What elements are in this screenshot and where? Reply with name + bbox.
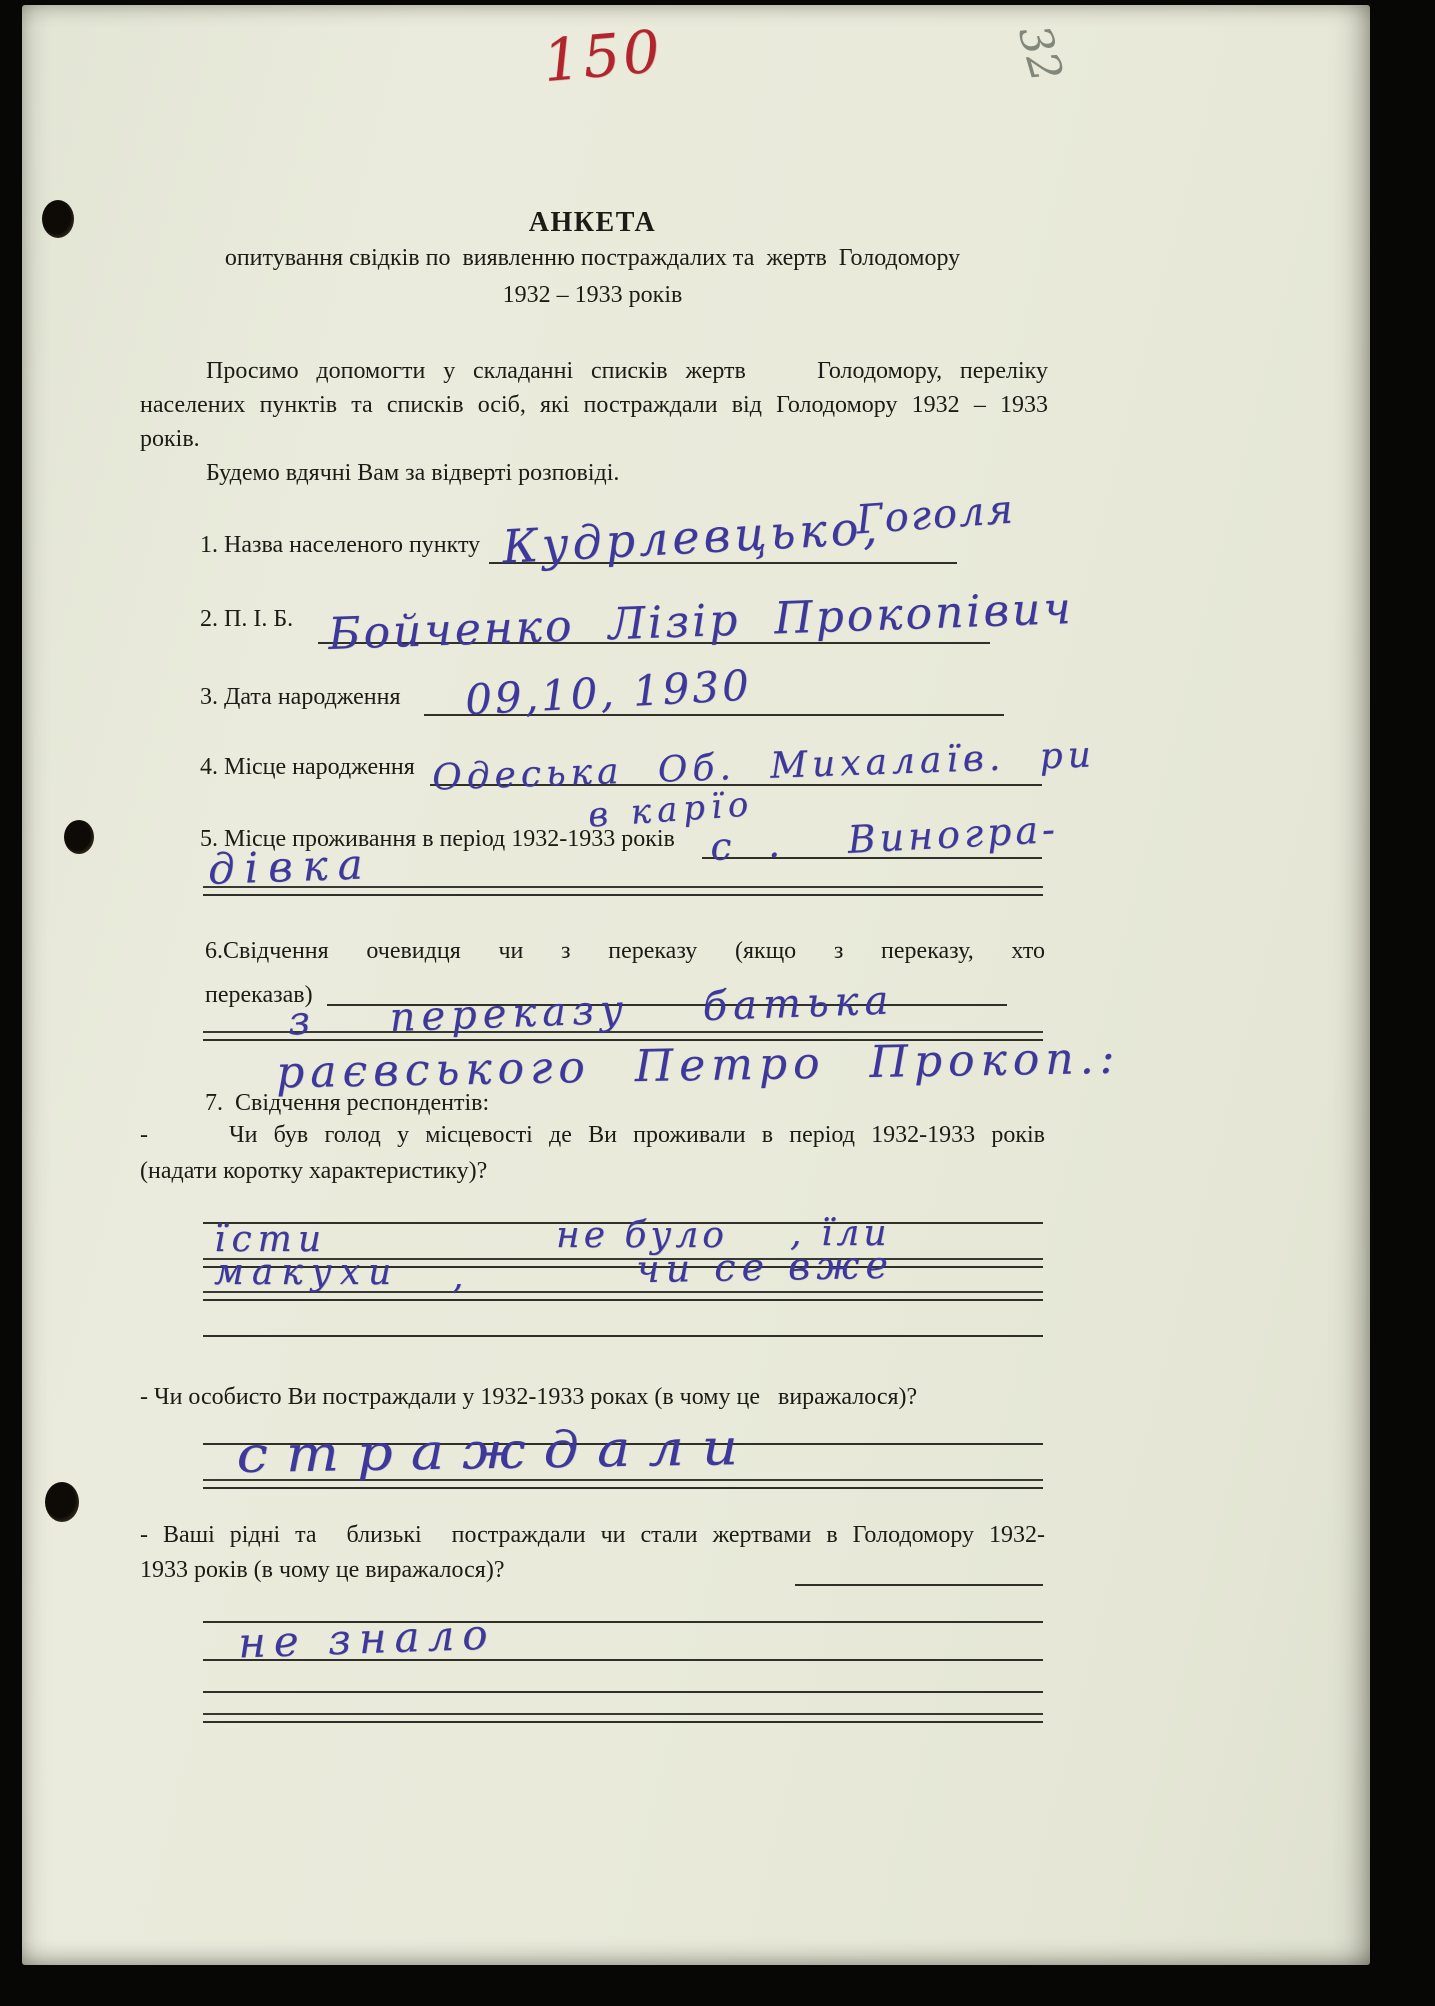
- intro-line1: Просимо допомогти у складанні списків жертв Голодомору, переліку: [206, 358, 1048, 384]
- answer-rule: [203, 1691, 1043, 1693]
- question7a-answer: їсти: [214, 1219, 327, 1260]
- intro-thanks: Будемо вдячні Вам за відверті розповіді.: [206, 460, 620, 486]
- field1-label: 1. Назва населеного пункту: [200, 532, 481, 558]
- question7a-line1: - Чи був голод у місцевості де Ви проживали в період 1932-1933 років: [140, 1122, 1045, 1148]
- question6-label-line1: 6.Свідчення очевидця чи з переказу (якщо з переказу, хто: [205, 938, 1045, 964]
- question7c-answer: не знало: [237, 1609, 497, 1668]
- question6-label-line2: переказав): [205, 982, 313, 1008]
- intro-line3: років.: [140, 426, 200, 452]
- question7c-underline: [795, 1584, 1043, 1586]
- field3-value: 09,10, 1930: [463, 660, 753, 725]
- question7a-answer: чи се вже: [635, 1242, 895, 1292]
- question7b: - Чи особисто Ви постраждали у 1932-1933 роках (в чому це виражалося)?: [140, 1384, 918, 1410]
- question7c-line1: - Ваші рідні та близькі постраждали чи стали жертвами в Голодомору 1932-: [140, 1522, 1045, 1548]
- question6-answer-line2: раєвського Петро Прокоп.:: [275, 1032, 1121, 1099]
- field1-value-2: Гоголя: [854, 486, 1017, 544]
- question7a-answer: макухи: [214, 1252, 400, 1293]
- field5-value: с . Виногра-: [709, 806, 1060, 870]
- punch-hole: [42, 200, 74, 238]
- field1-value: Кудрлевцько,: [500, 500, 883, 574]
- field2-value: Бойченко Лізір Прокопівич: [327, 583, 1075, 660]
- question7a-line2: (надати коротку характеристику)?: [140, 1158, 488, 1184]
- field2-label: 2. П. І. Б.: [200, 606, 294, 632]
- punch-hole: [64, 820, 94, 854]
- form-title: АНКЕТА: [528, 207, 657, 238]
- question7c-line2: 1933 років (в чому це виражалося)?: [140, 1557, 505, 1583]
- question7-header: 7. Свідчення респондентів:: [205, 1090, 490, 1116]
- question6-answer-line1: з переказу батька: [287, 977, 896, 1045]
- answer-rule: [203, 1713, 1043, 1723]
- question7a-answer: не було: [556, 1215, 728, 1256]
- answer-rule: [203, 1335, 1043, 1337]
- field4-value: Одеська Об. Михалаїв. ри: [431, 734, 1097, 799]
- pencil-page-number: 32: [1007, 19, 1073, 88]
- field4-value-continuation: в карїо: [586, 784, 756, 836]
- field4-label: 4. Місце народження: [200, 754, 415, 780]
- field5-value-continuation: дівка: [207, 839, 374, 894]
- question7a-answer: , їли: [790, 1213, 891, 1254]
- form-subtitle-line1: опитування свідків по виявленню постраждалих та жертв Голодомору: [224, 245, 961, 271]
- red-page-number: 150: [540, 16, 666, 96]
- punch-hole: [45, 1482, 79, 1522]
- field3-label: 3. Дата народження: [200, 684, 401, 710]
- question7a-answer: ,: [452, 1256, 464, 1297]
- question7b-answer: страждали: [236, 1417, 757, 1484]
- intro-line2: населених пунктів та списків осіб, які постраждали від Голодомору 1932 – 1933: [140, 392, 1048, 418]
- field5-label: 5. Місце проживання в період 1932-1933 років: [200, 826, 675, 852]
- form-subtitle-line2: 1932 – 1933 років: [502, 282, 683, 308]
